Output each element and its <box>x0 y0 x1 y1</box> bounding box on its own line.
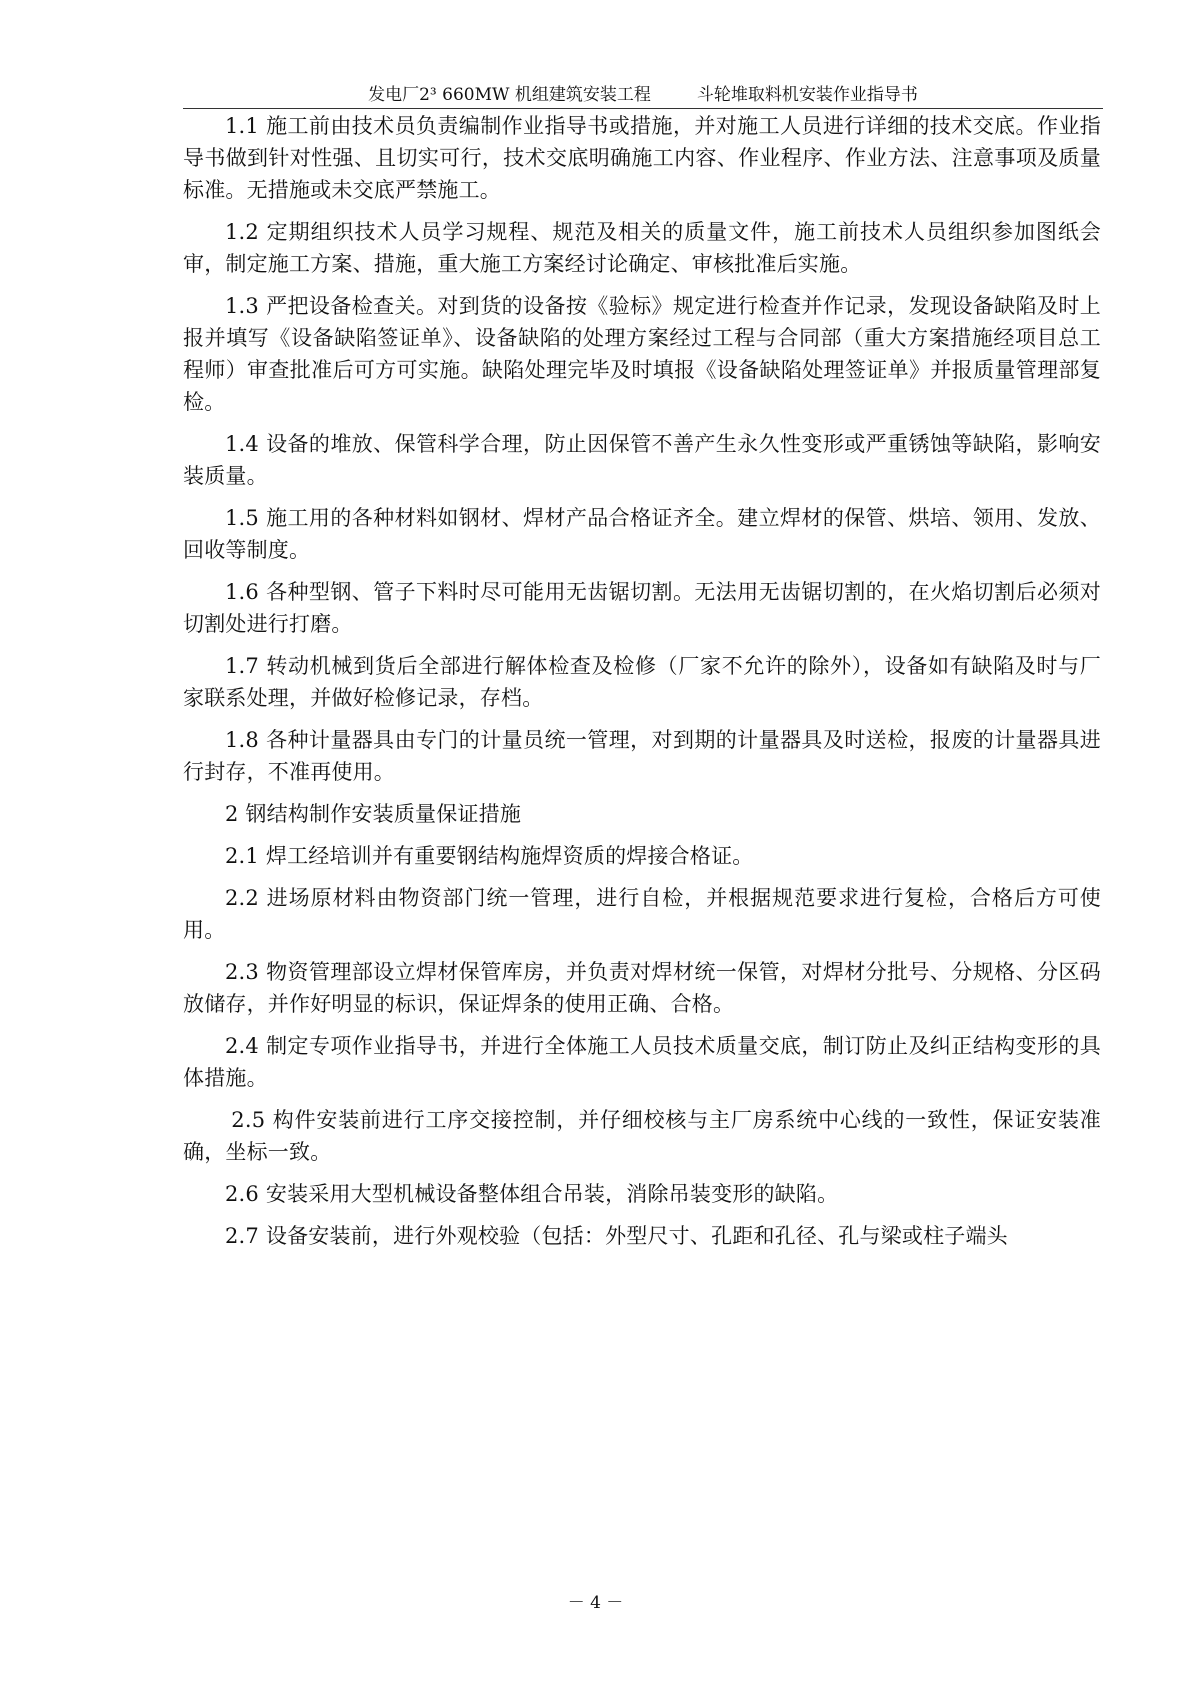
paragraph-2-5: 2.5 构件安装前进行工序交接控制，并仔细校核与主厂房系统中心线的一致性，保证安装准确，坐标一致。 <box>183 1108 1101 1164</box>
page-header <box>183 84 1103 106</box>
paragraph-1-2: 1.2 定期组织技术人员学习规程、规范及相关的质量文件，施工前技术人员组织参加图纸会审，制定施工方案、措施，重大施工方案经讨论确定、审核批准后实施。 <box>183 220 1101 276</box>
paragraph-1-6: 1.6 各种型钢、管子下料时尽可能用无齿锯切割。无法用无齿锯切割的，在火焰切割后必须对切割处进行打磨。 <box>183 580 1101 636</box>
section-heading-2: 2 钢结构制作安装质量保证措施 <box>225 802 522 826</box>
paragraph-1-5: 1.5 施工用的各种材料如钢材、焊材产品合格证齐全。建立焊材的保管、烘培、领用、发放、回收等制度。 <box>183 506 1101 562</box>
header-project-title: 发电厂2³ 660MW 机组建筑安装工程 <box>368 85 651 105</box>
paragraph-2-2: 2.2 进场原材料由物资部门统一管理，进行自检，并根据规范要求进行复检，合格后方可使用。 <box>183 886 1101 942</box>
paragraph-2-4: 2.4 制定专项作业指导书，并进行全体施工人员技术质量交底，制订防止及纠正结构变形的具体措施。 <box>183 1034 1101 1090</box>
paragraph-1-1: 1.1 施工前由技术员负责编制作业指导书或措施，并对施工人员进行详细的技术交底。作业指导书做到针对性强、且切实可行，技术交底明确施工内容、作业程序、作业方法、注意事项及质量标准。无措施或未交底严禁施工。 <box>183 114 1101 202</box>
paragraph-1-7: 1.7 转动机械到货后全部进行解体检查及检修（厂家不允许的除外），设备如有缺陷及时与厂家联系处理，并做好检修记录，存档。 <box>183 654 1101 710</box>
paragraph-1-3: 1.3 严把设备检查关。对到货的设备按《验标》规定进行检查并作记录，发现设备缺陷及时上报并填写《设备缺陷签证单》、设备缺陷的处理方案经过工程与合同部（重大方案措施经项目总工程师）审查批准后可方可实施。缺陷处理完毕及时填报《设备缺陷处理签证单》并报质量管理部复检。 <box>183 294 1101 414</box>
header-document-title: 斗轮堆取料机安装作业指导书 <box>696 85 918 105</box>
paragraph-1-4: 1.4 设备的堆放、保管科学合理，防止因保管不善产生永久性变形或严重锈蚀等缺陷，影响安装质量。 <box>183 432 1101 488</box>
paragraph-2-6: 2.6 安装采用大型机械设备整体组合吊装，消除吊装变形的缺陷。 <box>225 1182 839 1206</box>
document-body <box>183 110 1101 1262</box>
paragraph-2-3: 2.3 物资管理部设立焊材保管库房，并负责对焊材统一保管，对焊材分批号、分规格、分区码放储存，并作好明显的标识，保证焊条的使用正确、合格。 <box>183 960 1101 1016</box>
header-divider <box>183 108 1103 109</box>
paragraph-2-7: 2.7 设备安装前，进行外观校验（包括：外型尺寸、孔距和孔径、孔与梁或柱子端头 <box>225 1224 1008 1248</box>
paragraph-1-8: 1.8 各种计量器具由专门的计量员统一管理，对到期的计量器具及时送检，报废的计量器具进行封存，不准再使用。 <box>183 728 1101 784</box>
page-number: － 4 － <box>567 1593 624 1613</box>
paragraph-2-1: 2.1 焊工经培训并有重要钢结构施焊资质的焊接合格证。 <box>225 844 754 868</box>
